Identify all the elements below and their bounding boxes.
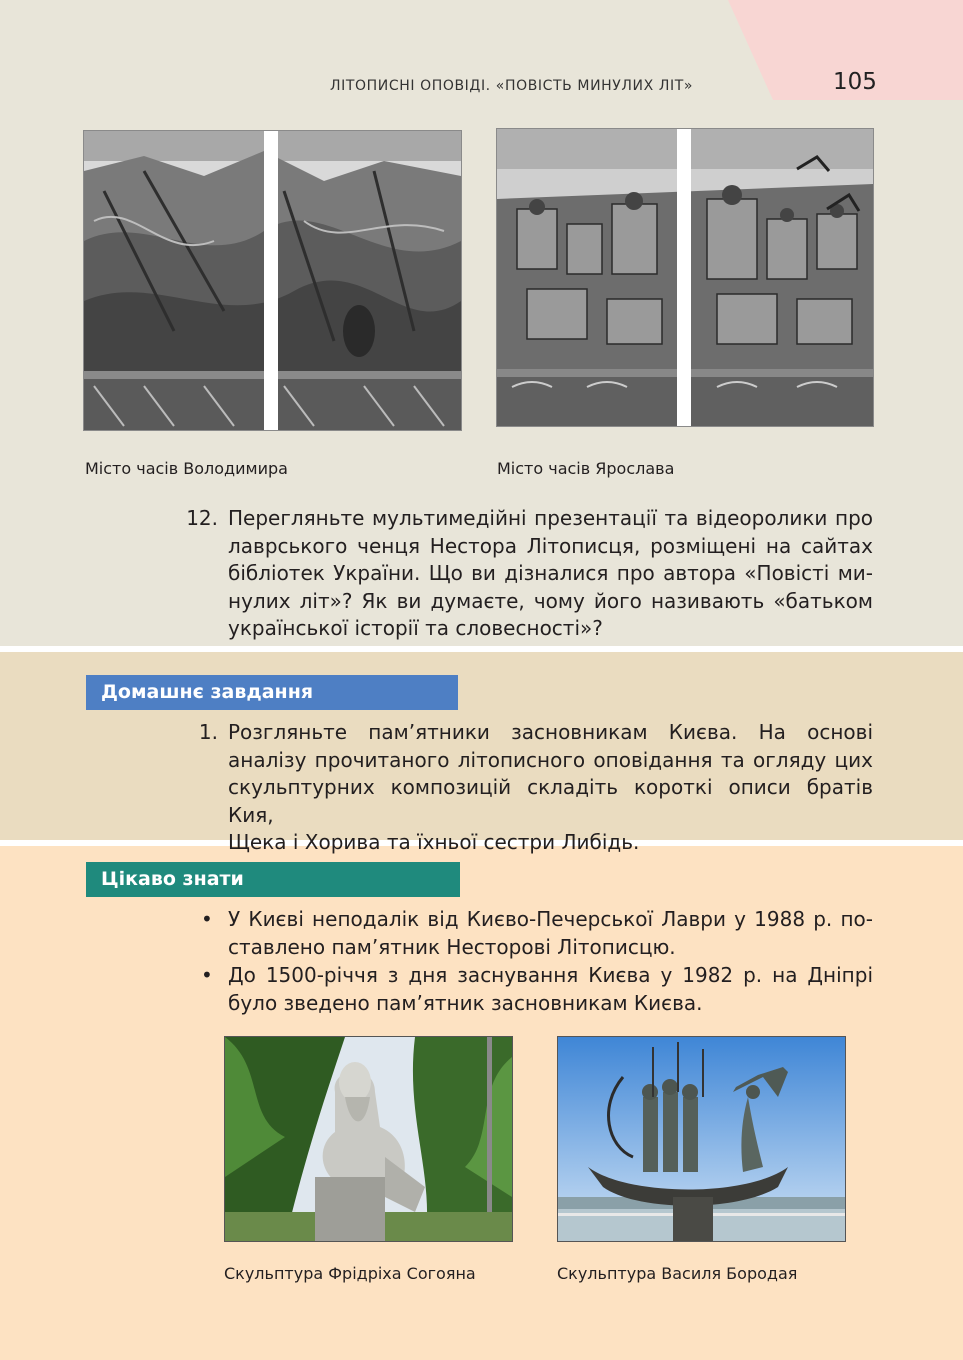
photo-founders-monument: [557, 1036, 846, 1242]
task-line: скульптурних композицій складіть короткі описи братів Кия,: [228, 775, 873, 827]
task-number: 1.: [198, 720, 218, 744]
task-number: 12.: [186, 506, 218, 530]
task-line: української історії та словесності»?: [228, 616, 603, 640]
homework-task-1: [0, 719, 963, 854]
interesting-header: Цікаво знати: [86, 862, 460, 897]
task-12: [0, 505, 963, 645]
homework-header: Домашнє завдання: [86, 675, 458, 710]
fact-line: ставлено пам’ятник Несторові Літописцю.: [228, 935, 676, 959]
task-line: нулих літ»? Як ви думаєте, чому його називають «батьком: [228, 588, 873, 613]
fact-line: було зведено пам’ятник засновникам Києва.: [228, 991, 703, 1015]
illustration-yaroslav-city: [496, 128, 874, 427]
bullet-icon: •: [201, 963, 213, 987]
fact-text: [228, 961, 873, 1017]
illustration-caption: Місто часів Володимира: [85, 459, 288, 478]
task-line: Перегляньте мультимедійні презентації та відеоролики про: [228, 506, 873, 530]
task-line: аналізу прочитаного літописного оповідання та огляду цих: [228, 747, 873, 772]
fact-item: [201, 905, 873, 963]
task-line: лаврського ченця Нестора Літописця, розміщені на сайтах: [228, 533, 873, 558]
task-line: Щека і Хорива та їхньої сестри Либідь.: [228, 830, 640, 854]
task-text: [228, 719, 873, 857]
fact-text: [228, 905, 873, 961]
fact-line: У Києві неподалік від Києво-Печерської Лаври у 1988 р. по-: [228, 907, 873, 931]
task-text: [228, 505, 873, 643]
photo-nestor-monument: [224, 1036, 513, 1242]
page-number: 105: [833, 69, 877, 95]
running-title: ЛІТОПИСНІ ОПОВІДІ. «ПОВІСТЬ МИНУЛИХ ЛІТ»: [330, 78, 694, 94]
photo-caption: Скульптура Фрідріха Согояна: [224, 1264, 476, 1283]
photo-caption: Скульптура Василя Бородая: [557, 1264, 798, 1283]
fact-line: До 1500-річчя з дня заснування Києва у 1982 р. на Дніпрі: [228, 963, 873, 987]
task-line: Розгляньте пам’ятники засновникам Києва. На основі: [228, 720, 873, 744]
task-line: бібліотек України. Що ви дізналися про автора «Повісті ми-: [228, 561, 873, 585]
bullet-icon: •: [201, 907, 213, 931]
illustration-caption: Місто часів Ярослава: [497, 459, 675, 478]
fact-item: [201, 961, 873, 1019]
illustration-volodymyr-city: [83, 130, 462, 431]
